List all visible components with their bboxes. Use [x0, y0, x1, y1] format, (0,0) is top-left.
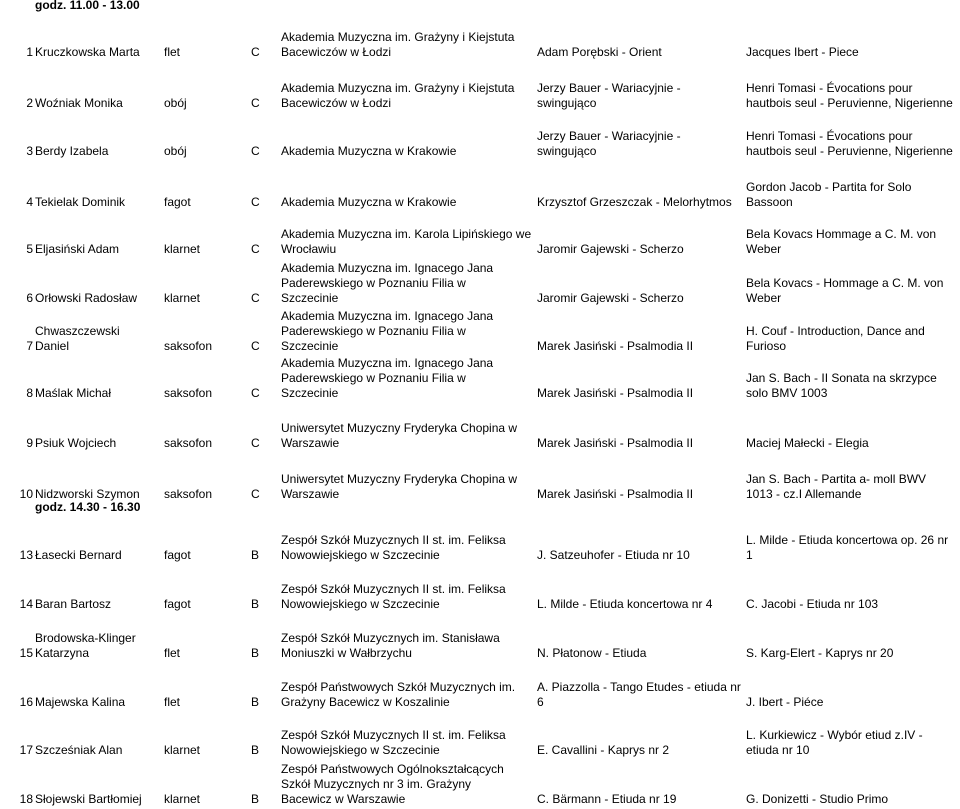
instrument: flet	[164, 646, 181, 660]
row-number: 9	[26, 436, 33, 450]
time-slot-1: godz. 11.00 - 13.00	[35, 0, 140, 12]
piece-1: L. Milde - Etiuda koncertowa nr 4	[537, 597, 713, 611]
piece-1: J. Satzeuhofer - Etiuda nr 10	[537, 548, 690, 562]
row-number: 18	[19, 792, 33, 806]
piece-2: Bela Kovacs - Hommage a C. M. von Weber	[746, 276, 944, 305]
school: Akademia Muzyczna im. Ignacego Jana Paderewskiego w Poznaniu Filia w Szczecinie	[281, 356, 494, 400]
instrument: saksofon	[164, 487, 213, 501]
school: Akademia Muzyczna im. Ignacego Jana Paderewskiego w Poznaniu Filia w Szczecinie	[281, 261, 494, 305]
table-row	[0, 720, 960, 758]
instrument: klarnet	[164, 242, 201, 256]
participant-name: Eljasiński Adam	[35, 242, 120, 256]
participant-name: Woźniak Monika	[35, 96, 123, 110]
school: Zespół Państwowych Szkół Muzycznych im. Grażyny Bacewicz w Koszalinie	[281, 680, 516, 709]
piece-2: Henri Tomasi - Évocations pour hautbois seul - Peruvienne, Nigerienne	[746, 129, 953, 158]
instrument: fagot	[164, 195, 191, 209]
table-row	[0, 410, 960, 451]
piece-1: Jerzy Bauer - Wariacyjnie - swingująco	[537, 81, 681, 110]
school: Akademia Muzyczna im. Ignacego Jana Paderewskiego w Poznaniu Filia w Szczecinie	[281, 309, 494, 353]
participant-name: Szcześniak Alan	[35, 743, 123, 757]
row-number: 8	[26, 386, 33, 400]
piece-1: A. Piazzolla - Tango Etudes - etiuda nr 6	[537, 680, 741, 709]
row-number: 6	[26, 291, 33, 305]
table-row	[0, 460, 960, 502]
piece-2: Jacques Ibert - Piece	[746, 45, 859, 59]
instrument: flet	[164, 45, 181, 59]
category: C	[251, 195, 260, 209]
piece-1: E. Cavallini - Kaprys nr 2	[537, 743, 670, 757]
school: Uniwersytet Muzyczny Fryderyka Chopina w Warszawie	[281, 472, 518, 501]
piece-1: Adam Porębski - Orient	[537, 45, 662, 59]
table-row	[0, 220, 960, 257]
category: C	[251, 96, 260, 110]
participant-name: Majewska Kalina	[35, 695, 126, 709]
school: Zespół Szkół Muzycznych II st. im. Feliksa Nowowiejskiego w Szczecinie	[281, 582, 506, 611]
school: Zespół Szkół Muzycznych im. Stanisława Moniuszki w Wałbrzychu	[281, 631, 500, 660]
piece-2: J. Ibert - Piéce	[746, 695, 824, 709]
instrument: obój	[164, 144, 187, 158]
instrument: fagot	[164, 548, 191, 562]
participant-name: Tekielak Dominik	[35, 195, 126, 209]
school: Akademia Muzyczna im. Karola Lipińskiego we Wrocławiu	[281, 227, 532, 256]
piece-1: Marek Jasiński - Psalmodia II	[537, 487, 694, 501]
school: Zespół Państwowych Ogólnokształcących Szkół Muzycznych nr 3 im. Grażyny Bacewicz w Warszawie	[281, 762, 504, 806]
participant-name: Kruczkowska Marta	[35, 45, 140, 59]
participant-name: Orłowski Radosław	[35, 291, 138, 305]
table-row	[0, 670, 960, 710]
table-row	[0, 350, 960, 401]
category: B	[251, 792, 260, 806]
school: Uniwersytet Muzyczny Fryderyka Chopina w Warszawie	[281, 421, 518, 450]
piece-1: Marek Jasiński - Psalmodia II	[537, 436, 694, 450]
piece-2: L. Milde - Etiuda koncertowa op. 26 nr 1	[746, 533, 949, 562]
piece-2: Henri Tomasi - Évocations pour hautbois seul - Peruvienne, Nigerienne	[746, 81, 953, 110]
table-row	[0, 580, 960, 612]
piece-2: S. Karg-Elert - Kaprys nr 20	[746, 646, 894, 660]
row-number: 17	[19, 743, 33, 757]
row-number: 1	[26, 45, 33, 59]
participant-name: Słojewski Bartłomiej	[35, 792, 142, 806]
category: C	[251, 242, 260, 256]
category: C	[251, 487, 260, 501]
category: C	[251, 144, 260, 158]
instrument: klarnet	[164, 291, 201, 305]
school: Akademia Muzyczna im. Grażyny i Kiejstuta Bacewiczów w Łodzi	[281, 30, 515, 59]
instrument: klarnet	[164, 743, 201, 757]
instrument: saksofon	[164, 339, 213, 353]
instrument: klarnet	[164, 792, 201, 806]
participant-name: Berdy Izabela	[35, 144, 109, 158]
piece-2: C. Jacobi - Etiuda nr 103	[746, 597, 879, 611]
category: C	[251, 45, 260, 59]
row-number: 16	[19, 695, 33, 709]
table-row	[0, 170, 960, 210]
piece-1: Marek Jasiński - Psalmodia II	[537, 339, 694, 353]
table-row	[0, 112, 960, 159]
table-row	[0, 625, 960, 661]
piece-2: Jan S. Bach - II Sonata na skrzypce solo BMV 1003	[746, 371, 937, 400]
piece-2: Bela Kovacs Hommage a C. M. von Weber	[746, 227, 937, 256]
table-row	[0, 65, 960, 111]
category: B	[251, 695, 260, 709]
piece-1: N. Płatonow - Etiuda	[537, 646, 647, 660]
row-number: 5	[26, 242, 33, 256]
category: C	[251, 291, 260, 305]
piece-2: H. Couf - Introduction, Dance and Furioso	[746, 324, 925, 353]
instrument: fagot	[164, 597, 191, 611]
instrument: saksofon	[164, 436, 213, 450]
table-row	[0, 525, 960, 563]
category: C	[251, 386, 260, 400]
piece-2: Jan S. Bach - Partita a- moll BWV 1013 - cz.I Allemande	[746, 472, 927, 501]
category: C	[251, 436, 260, 450]
piece-2: Gordon Jacob - Partita for Solo Bassoon	[746, 180, 912, 209]
row-number: 2	[26, 96, 33, 110]
participant-name: Maślak Michał	[35, 386, 112, 400]
participant-name: Łasecki Bernard	[35, 548, 122, 562]
category: C	[251, 339, 260, 353]
piece-1: C. Bärmann - Etiuda nr 19	[537, 792, 677, 806]
table-row	[0, 304, 960, 354]
category: B	[251, 548, 260, 562]
piece-2: G. Donizetti - Studio Primo	[746, 792, 889, 806]
category: B	[251, 743, 260, 757]
row-number: 4	[26, 195, 33, 209]
category: B	[251, 646, 260, 660]
school: Zespół Szkół Muzycznych II st. im. Feliksa Nowowiejskiego w Szczecinie	[281, 533, 506, 562]
piece-1: Jaromir Gajewski - Scherzo	[537, 291, 684, 305]
piece-1: Jerzy Bauer - Wariacyjnie - swingująco	[537, 129, 681, 158]
row-number: 7	[26, 339, 33, 353]
instrument: flet	[164, 695, 181, 709]
table-row	[0, 755, 960, 807]
row-number: 13	[19, 548, 33, 562]
participant-name: Psiuk Wojciech	[35, 436, 117, 450]
table-row	[0, 30, 960, 60]
piece-1: Marek Jasiński - Psalmodia II	[537, 386, 694, 400]
school: Akademia Muzyczna w Krakowie	[281, 144, 457, 158]
instrument: obój	[164, 96, 187, 110]
school: Akademia Muzyczna w Krakowie	[281, 195, 457, 209]
piece-1: Jaromir Gajewski - Scherzo	[537, 242, 684, 256]
participant-name: Baran Bartosz	[35, 597, 112, 611]
piece-1: Krzysztof Grzeszczak - Melorhytmos	[537, 195, 732, 209]
piece-2: Maciej Małecki - Elegia	[746, 436, 869, 450]
row-number: 3	[26, 144, 33, 158]
participant-name: Nidzworski Szymon	[35, 487, 140, 501]
participant-name: Chwaszczewski Daniel	[35, 324, 120, 353]
category: B	[251, 597, 260, 611]
table-row	[0, 255, 960, 306]
row-number: 14	[19, 597, 33, 611]
instrument: saksofon	[164, 386, 213, 400]
row-number: 10	[19, 487, 33, 501]
piece-2: L. Kurkiewicz - Wybór etiud z.IV - etiuda nr 10	[746, 728, 923, 757]
school: Akademia Muzyczna im. Grażyny i Kiejstuta Bacewiczów w Łodzi	[281, 81, 515, 110]
time-slot-2: godz. 14.30 - 16.30	[35, 500, 141, 514]
participant-name: Brodowska-Klinger Katarzyna	[35, 631, 136, 660]
row-number: 15	[19, 646, 33, 660]
school: Zespół Szkół Muzycznych II st. im. Feliksa Nowowiejskiego w Szczecinie	[281, 728, 506, 757]
